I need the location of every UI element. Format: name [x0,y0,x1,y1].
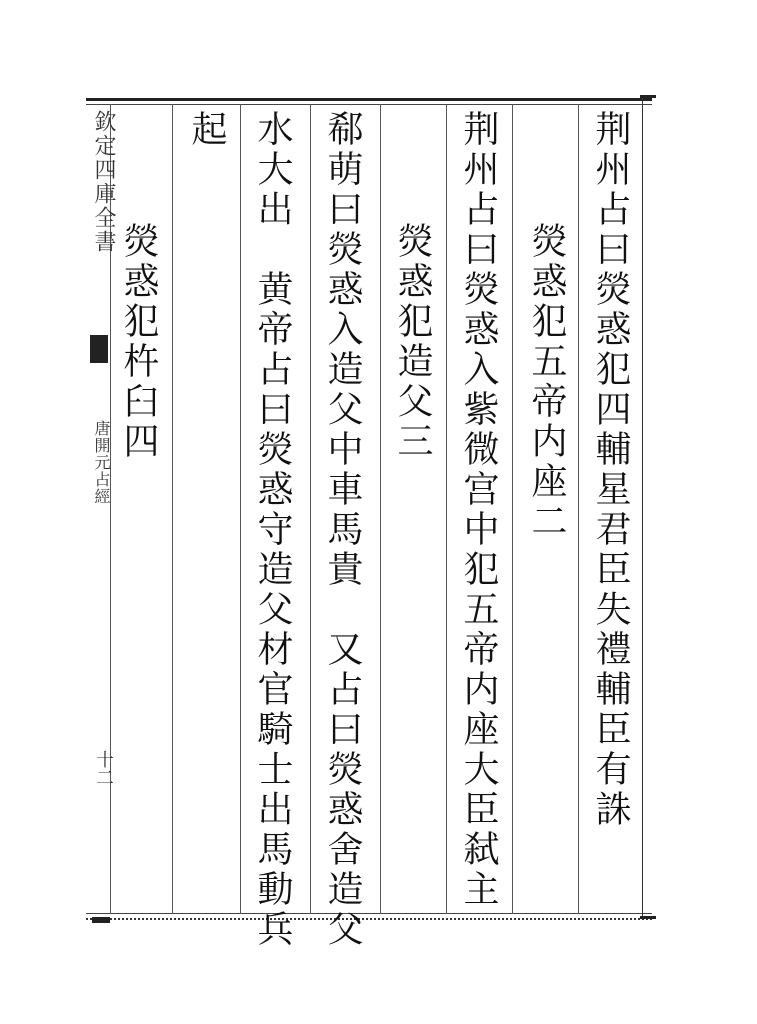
column-divider [310,104,311,914]
frame-bottom-dotted-border [86,918,652,920]
text-column-4: 熒惑犯造父三 [392,222,433,462]
frame-top-inner-border [86,104,652,105]
margin-fishtail-mark [90,335,108,363]
frame-top-border [86,98,652,101]
corner-mark-top-right [640,95,656,98]
text-column-3: 荆州占曰熒惑入紫微宫中犯五帝内座大臣弑主 [458,110,499,910]
margin-book-title: 欽定四庫全書 [91,110,116,254]
margin-section-title: 唐開元占經 [92,420,111,505]
frame-bottom-border [86,913,652,914]
frame-right-border [642,98,643,918]
margin-page-number: 十二 [93,750,114,786]
column-divider [578,104,579,914]
text-column-7: 起 [186,110,227,150]
corner-mark-bottom-right [640,916,656,919]
text-column-8: 熒惑犯杵臼四 [118,222,159,462]
corner-mark-bottom-left [92,917,110,923]
column-divider [512,104,513,914]
text-column-6: 水大出 黄帝占曰熒惑守造父材官騎士出馬動兵 [252,110,293,950]
column-divider [240,104,241,914]
column-divider [380,104,381,914]
text-column-1: 荆州占曰熒惑犯四輔星君臣失禮輔臣有誅 [590,110,631,830]
column-divider [446,104,447,914]
text-column-5: 郗萌曰熒惑入造父中車馬貴 又占曰熒惑舍造父 [322,110,363,950]
column-divider [172,104,173,914]
text-column-2: 熒惑犯五帝内座二 [526,222,567,542]
